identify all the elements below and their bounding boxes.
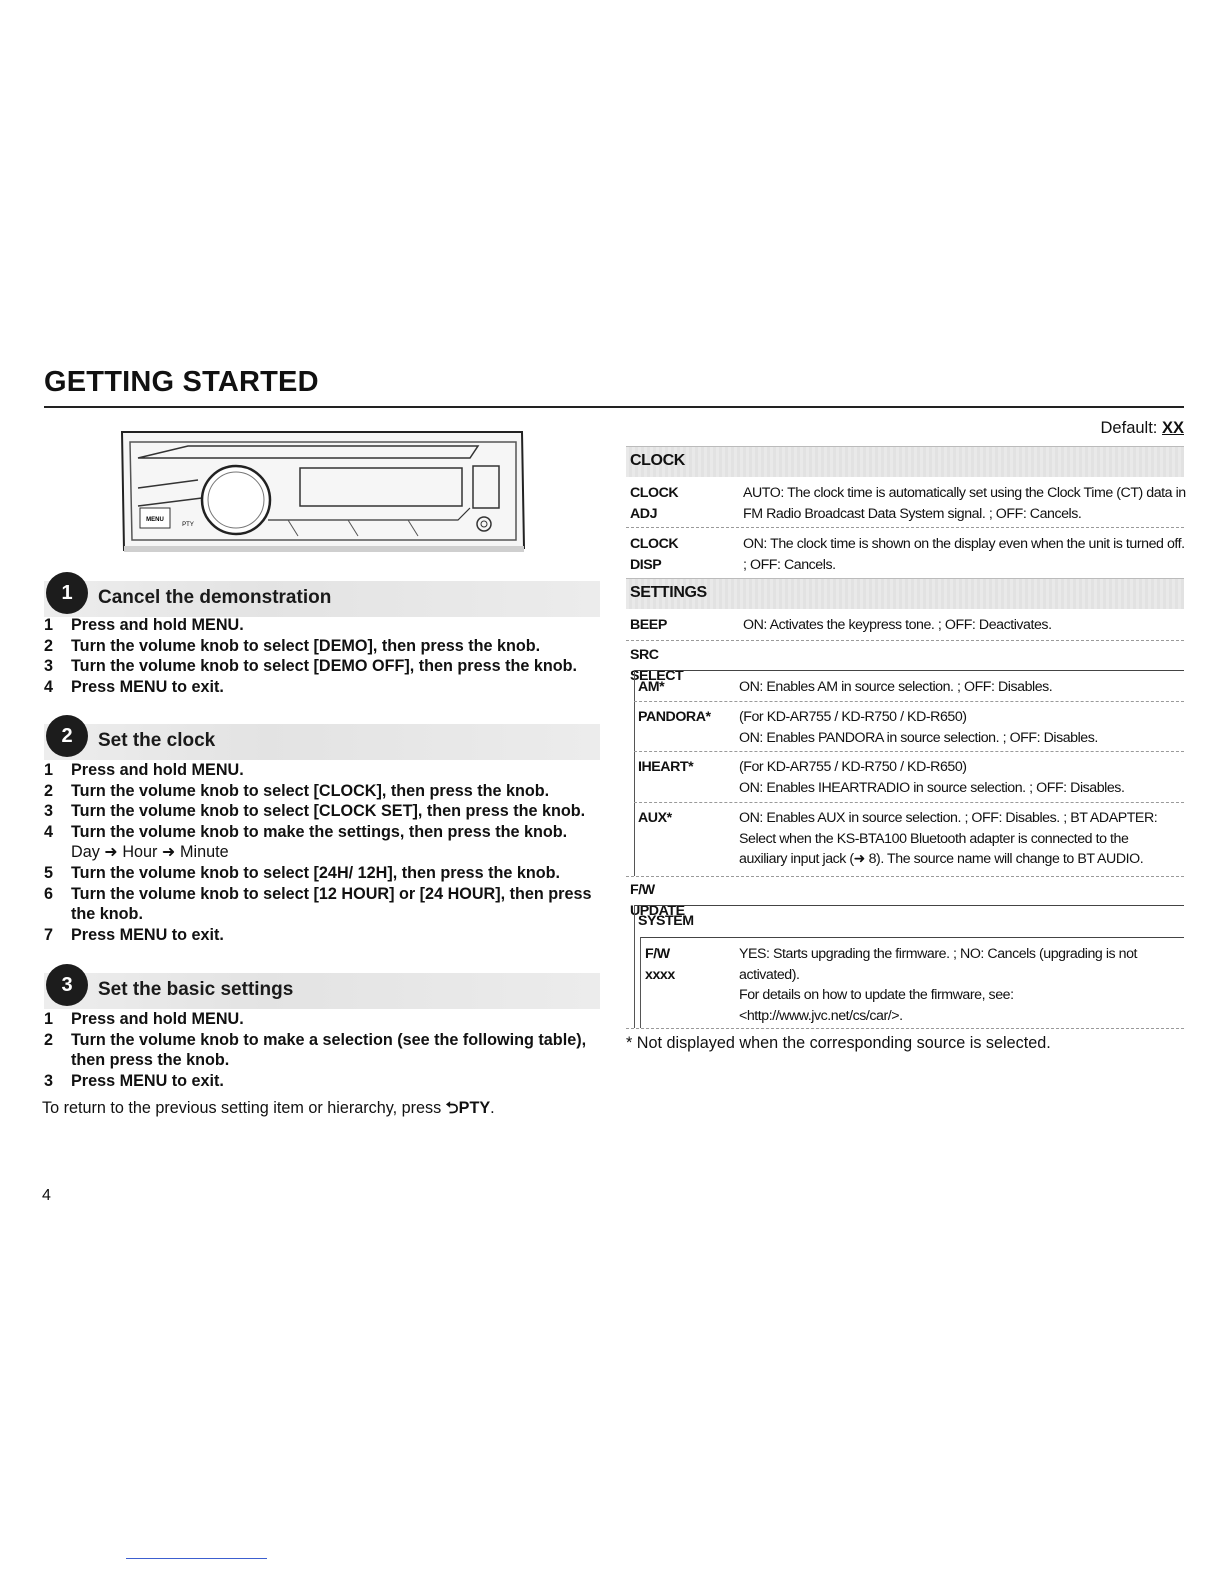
section-3-heading	[44, 973, 600, 1009]
menu-button-label: MENU	[146, 517, 164, 523]
default-legend: Default: XX	[1100, 419, 1184, 437]
step: 7 Press MENU to exit.	[44, 925, 224, 944]
divider	[634, 802, 1184, 803]
divider	[626, 876, 1184, 877]
step: 1 Press and hold MENU.	[44, 761, 244, 779]
divider	[634, 751, 1184, 752]
section-2-title: Set the clock	[98, 730, 216, 751]
section-2-number: 2	[46, 715, 88, 757]
section-2-heading	[44, 724, 600, 760]
divider	[626, 1028, 1184, 1029]
divider	[640, 937, 1184, 938]
section-3-steps	[44, 1009, 604, 1091]
step: 2 Turn the volume knob to select [CLOCK], then press the knob.	[44, 781, 550, 800]
step: 1 Press and hold MENU.	[44, 1010, 244, 1028]
page-number: 4	[42, 1187, 51, 1204]
fw-update-bracket	[634, 905, 635, 1028]
system-bracket	[640, 937, 641, 1028]
firmware-url: <http://www.jvc.net/cs/car/>.	[739, 1007, 903, 1024]
footnote: * Not displayed when the corresponding source is selected.	[626, 1034, 1051, 1052]
section-1-number: 1	[46, 572, 88, 614]
step: 4 Turn the volume knob to make the settings, then press the knob. Day ➜ Hour ➜ Minute	[44, 822, 568, 862]
step: 5 Turn the volume knob to select [24H/ 12H], then press the knob.	[44, 863, 561, 882]
divider	[626, 527, 1184, 528]
step: 4 Press MENU to exit.	[44, 677, 224, 696]
group-clock-header: CLOCK	[626, 446, 1184, 477]
divider	[634, 670, 1184, 671]
section-3-title: Set the basic settings	[98, 979, 294, 1000]
step: 2 Turn the volume knob to make a selection (see the following table), then press the knob.	[44, 1030, 587, 1070]
divider	[634, 701, 1184, 702]
page-title: GETTING STARTED	[44, 366, 319, 398]
footer-link-rule	[126, 1558, 267, 1559]
step: 3 Turn the volume knob to select [CLOCK SET], then press the knob.	[44, 802, 586, 821]
section-1-steps	[44, 615, 604, 697]
divider	[634, 905, 1184, 906]
step: 6 Turn the volume knob to select [12 HOUR] or [24 HOUR], then press the knob.	[44, 884, 592, 924]
step: 3 Turn the volume knob to select [DEMO OFF], then press the knob.	[44, 657, 578, 676]
section-1-heading	[44, 581, 600, 617]
section-1-title: Cancel the demonstration	[98, 587, 332, 608]
divider	[626, 640, 1184, 641]
section-2-steps	[44, 760, 604, 945]
pty-button-label: PTY	[182, 522, 194, 528]
return-note: To return to the previous setting item or hierarchy, press ⮌PTY.	[42, 1099, 495, 1117]
section-3-number: 3	[46, 964, 88, 1006]
title-rule	[44, 406, 1184, 408]
step: 2 Turn the volume knob to select [DEMO], then press the knob.	[44, 636, 541, 655]
group-settings-header: SETTINGS	[626, 578, 1184, 609]
car-stereo-illustration	[118, 428, 528, 554]
back-arrow-icon: ⮌	[445, 1099, 459, 1117]
step: 3 Press MENU to exit.	[44, 1071, 224, 1090]
step: 1 Press and hold MENU.	[44, 616, 244, 634]
